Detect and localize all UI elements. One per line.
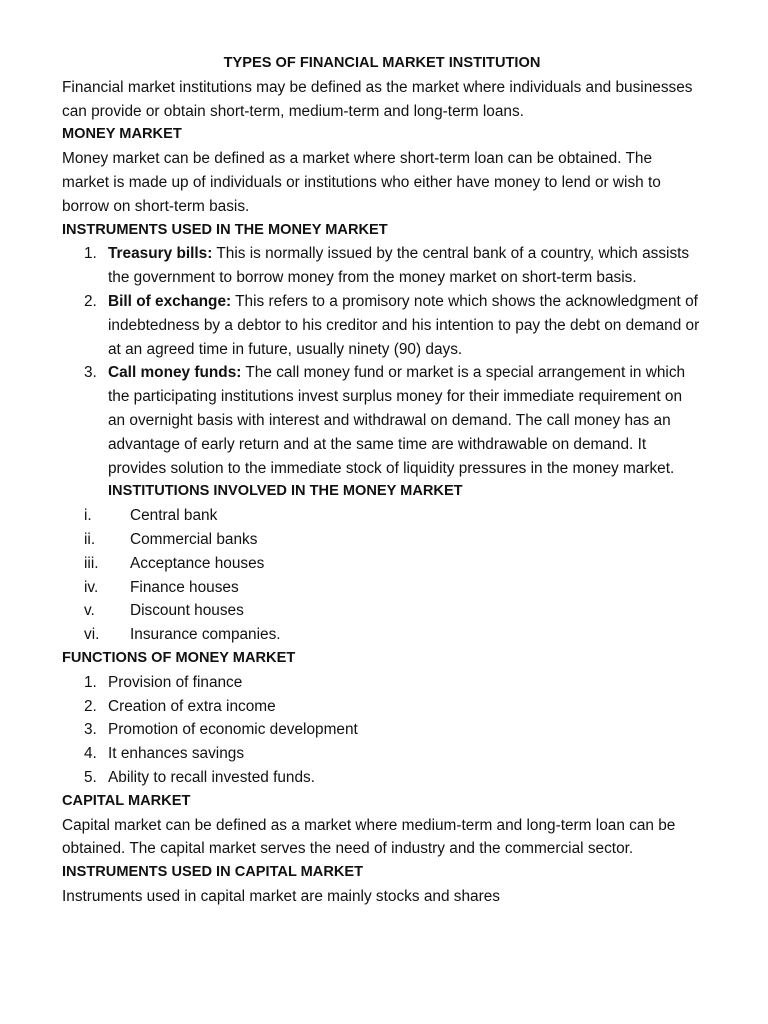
list-number: i.	[84, 507, 92, 525]
money-market-heading: MONEY MARKET	[62, 126, 182, 143]
list-item	[62, 290, 702, 361]
list-number: ii.	[84, 530, 96, 548]
list-item	[62, 599, 702, 623]
list-text: Finance houses	[130, 578, 239, 596]
list-text: This is normally issued by the central bank of a country, which assists the government to borrow money from the money market on short-term basis.	[108, 245, 690, 287]
list-number: 4.	[84, 745, 97, 763]
list-number: 2.	[84, 292, 97, 310]
list-number: 2.	[84, 697, 97, 715]
list-term: Bill of exchange:	[108, 292, 232, 310]
list-text: This refers to a promisory note which shows the acknowledgment of indebtedness by a debtor to his creditor and his intention to pay the debt on demand or at an agreed time in future, usually ninety (90) days.	[108, 292, 700, 358]
list-item	[62, 361, 702, 480]
list-item	[62, 623, 702, 647]
list-number: iii.	[84, 554, 99, 572]
money-functions-list	[62, 671, 702, 790]
list-text: Discount houses	[130, 602, 244, 620]
list-item	[62, 576, 702, 600]
list-text: It enhances savings	[108, 745, 245, 763]
list-item	[62, 504, 702, 528]
intro-paragraph: Financial market institutions may be defined as the market where individuals and businesses can provide or obtain short-term, medium-term and long-term loans.	[62, 78, 693, 120]
capital-instruments-text: Instruments used in capital market are mainly stocks and shares	[62, 887, 500, 905]
document-page	[62, 52, 702, 909]
money-instruments-heading: INSTRUMENTS USED IN THE MONEY MARKET	[62, 221, 388, 238]
list-number: 1.	[84, 673, 97, 691]
list-number: 3.	[84, 721, 97, 739]
list-text: Creation of extra income	[108, 697, 276, 715]
list-number: 1.	[84, 245, 97, 263]
list-number: iv.	[84, 578, 99, 596]
list-item	[62, 552, 702, 576]
list-item	[62, 766, 702, 790]
money-institutions-list	[62, 504, 702, 647]
list-term: Call money funds:	[108, 364, 242, 382]
list-text: Provision of finance	[108, 673, 243, 691]
capital-market-definition: Capital market can be defined as a market where medium-term and long-term loan can be obtained. The capital market serves the need of industry and the commercial sector.	[62, 816, 676, 858]
list-number: v.	[84, 602, 95, 620]
list-item	[62, 695, 702, 719]
money-market-definition: Money market can be defined as a market where short-term loan can be obtained. The market is made up of individuals or institutions who either have money to lend or wish to borrow on short-term basis.	[62, 150, 661, 215]
list-text: The call money fund or market is a special arrangement in which the participating institutions invest surplus money for their immediate requirement on an overnight basis with interest and withdrawal on demand. The call money has an advantage of early return and at the same time are withdrawable on demand. It provides solution to the immediate stock of liquidity pressures in the money market.	[108, 364, 686, 477]
capital-instruments-heading: INSTRUMENTS USED IN CAPITAL MARKET	[62, 864, 364, 881]
list-text: Ability to recall invested funds.	[108, 768, 316, 786]
money-functions-heading: FUNCTIONS OF MONEY MARKET	[62, 649, 296, 666]
list-term: Treasury bills:	[108, 245, 213, 263]
list-text: Commercial banks	[130, 530, 258, 548]
money-instruments-list	[62, 242, 702, 480]
capital-market-heading: CAPITAL MARKET	[62, 792, 191, 809]
list-item	[62, 528, 702, 552]
list-text: Insurance companies.	[130, 626, 281, 644]
list-item	[62, 671, 702, 695]
document-title: TYPES OF FINANCIAL MARKET INSTITUTION	[223, 55, 541, 71]
money-institutions-heading: INSTITUTIONS INVOLVED IN THE MONEY MARKET	[108, 483, 463, 500]
list-number: 3.	[84, 364, 97, 382]
list-number: 5.	[84, 768, 97, 786]
list-number: vi.	[84, 626, 100, 644]
list-text: Central bank	[130, 507, 218, 525]
list-item	[62, 242, 702, 290]
list-item	[62, 718, 702, 742]
list-text: Acceptance houses	[130, 554, 265, 572]
list-item	[62, 742, 702, 766]
list-text: Promotion of economic development	[108, 721, 358, 739]
